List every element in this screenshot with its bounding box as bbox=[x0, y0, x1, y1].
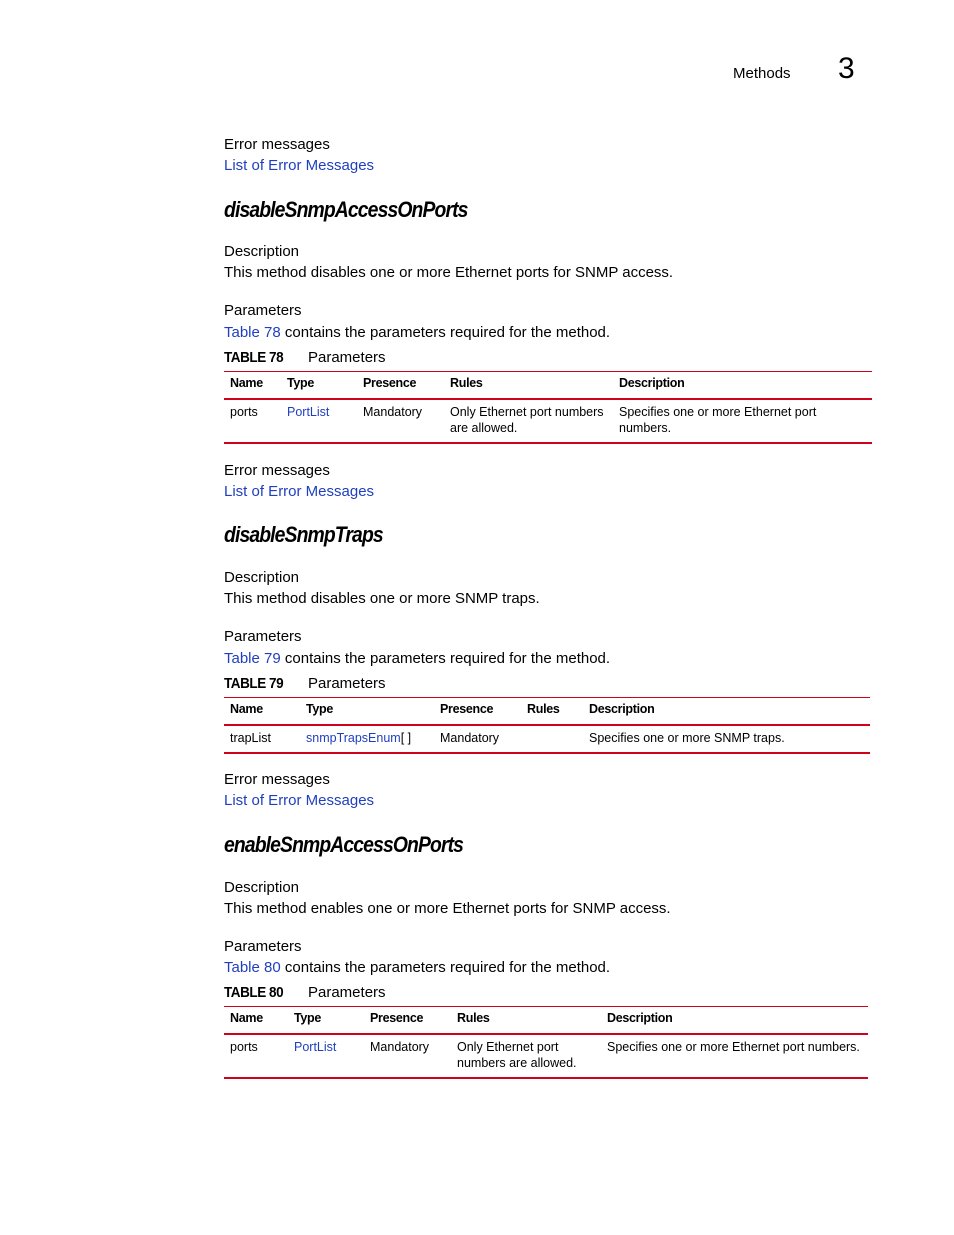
col-description: Description bbox=[601, 1007, 868, 1035]
table-row bbox=[224, 399, 872, 443]
description-text: This method enables one or more Ethernet ports for SNMP access. bbox=[224, 900, 671, 917]
table-title: Parameters bbox=[308, 349, 386, 366]
table-row bbox=[224, 725, 870, 753]
table-ref-text: contains the parameters required for the method. bbox=[280, 650, 611, 667]
cell-type bbox=[288, 1034, 364, 1078]
table-ref-text: contains the parameters required for the method. bbox=[280, 324, 611, 341]
table-header-row bbox=[224, 1007, 868, 1035]
table-row bbox=[224, 1034, 868, 1078]
col-description: Description bbox=[613, 372, 872, 400]
error-messages-heading: Error messages bbox=[224, 771, 330, 788]
col-presence: Presence bbox=[364, 1007, 451, 1035]
error-messages-heading: Error messages bbox=[224, 462, 330, 479]
cell-description bbox=[613, 399, 872, 443]
method-title: enableSnmpAccessOnPorts bbox=[224, 832, 464, 857]
cell-name: ports bbox=[224, 399, 281, 443]
description-text: This method disables one or more SNMP traps. bbox=[224, 590, 540, 607]
table-caption bbox=[224, 675, 386, 692]
col-presence: Presence bbox=[434, 698, 521, 726]
cell-description: Specifies one or more SNMP traps. bbox=[583, 725, 870, 753]
table-ref-link[interactable]: Table 78 bbox=[224, 324, 281, 341]
col-rules: Rules bbox=[444, 372, 613, 400]
table-caption bbox=[224, 984, 386, 1001]
type-link[interactable]: PortList bbox=[294, 1040, 337, 1054]
parameters-table bbox=[224, 371, 872, 444]
table-label: TABLE 79 bbox=[224, 675, 284, 692]
table-title: Parameters bbox=[308, 675, 386, 692]
error-messages-link[interactable]: List of Error Messages bbox=[224, 792, 375, 809]
table-ref-text: contains the parameters required for the method. bbox=[280, 959, 611, 976]
rules-line: Only Ethernet port bbox=[457, 1040, 559, 1054]
cell-type bbox=[281, 399, 357, 443]
table-label: TABLE 80 bbox=[224, 984, 284, 1001]
parameters-ref bbox=[224, 650, 610, 668]
col-name: Name bbox=[224, 1007, 288, 1035]
description-line: numbers. bbox=[619, 421, 672, 435]
parameters-heading: Parameters bbox=[224, 302, 302, 319]
cell-type bbox=[300, 725, 434, 753]
cell-rules bbox=[521, 725, 583, 753]
rules-line: are allowed. bbox=[450, 421, 518, 435]
col-presence: Presence bbox=[357, 372, 444, 400]
cell-name: ports bbox=[224, 1034, 288, 1078]
cell-presence: Mandatory bbox=[434, 725, 521, 753]
parameters-table bbox=[224, 697, 870, 754]
table-header-row bbox=[224, 372, 872, 400]
table-caption bbox=[224, 349, 386, 366]
rules-line: Only Ethernet port numbers bbox=[450, 405, 604, 419]
parameters-ref bbox=[224, 324, 610, 342]
error-messages-link[interactable]: List of Error Messages bbox=[224, 483, 375, 500]
description-text: This method disables one or more Ethernet ports for SNMP access. bbox=[224, 264, 674, 281]
rules-line: numbers are allowed. bbox=[457, 1056, 577, 1070]
table-label: TABLE 78 bbox=[224, 349, 284, 366]
table-header-row bbox=[224, 698, 870, 726]
description-heading: Description bbox=[224, 243, 300, 260]
method-title: disableSnmpTraps bbox=[224, 522, 383, 547]
col-type: Type bbox=[300, 698, 434, 726]
type-suffix: [ ] bbox=[400, 731, 412, 745]
table-title: Parameters bbox=[308, 984, 386, 1001]
cell-presence: Mandatory bbox=[357, 399, 444, 443]
col-rules: Rules bbox=[521, 698, 583, 726]
col-name: Name bbox=[224, 698, 300, 726]
description-line: Specifies one or more Ethernet port bbox=[619, 405, 817, 419]
col-type: Type bbox=[281, 372, 357, 400]
col-type: Type bbox=[288, 1007, 364, 1035]
error-messages-heading: Error messages bbox=[224, 136, 330, 153]
cell-presence: Mandatory bbox=[364, 1034, 451, 1078]
method-title: disableSnmpAccessOnPorts bbox=[224, 197, 468, 222]
col-rules: Rules bbox=[451, 1007, 601, 1035]
col-name: Name bbox=[224, 372, 281, 400]
parameters-heading: Parameters bbox=[224, 628, 302, 645]
cell-name: trapList bbox=[224, 725, 300, 753]
chapter-number: 3 bbox=[838, 52, 855, 85]
running-header-section: Methods bbox=[733, 65, 791, 82]
type-link[interactable]: snmpTrapsEnum bbox=[306, 731, 401, 745]
cell-rules bbox=[451, 1034, 601, 1078]
type-link[interactable]: PortList bbox=[287, 405, 330, 419]
error-messages-link[interactable]: List of Error Messages bbox=[224, 157, 375, 174]
parameters-table bbox=[224, 1006, 868, 1079]
table-ref-link[interactable]: Table 79 bbox=[224, 650, 281, 667]
cell-rules bbox=[444, 399, 613, 443]
parameters-heading: Parameters bbox=[224, 938, 302, 955]
col-description: Description bbox=[583, 698, 870, 726]
parameters-ref bbox=[224, 959, 610, 977]
cell-description: Specifies one or more Ethernet port numbers. bbox=[601, 1034, 868, 1078]
description-heading: Description bbox=[224, 879, 300, 896]
table-ref-link[interactable]: Table 80 bbox=[224, 959, 281, 976]
description-heading: Description bbox=[224, 569, 300, 586]
